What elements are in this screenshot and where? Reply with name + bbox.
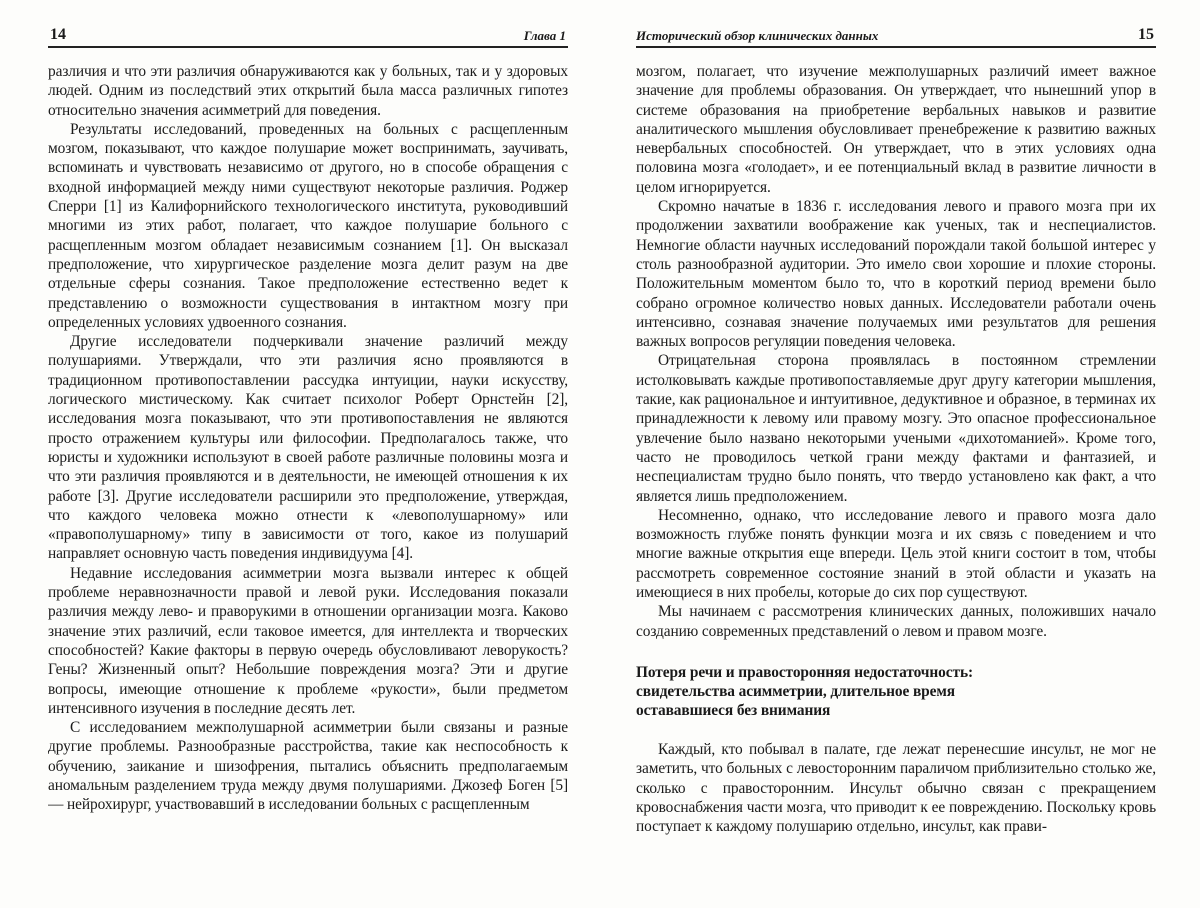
paragraph: различия и что эти различия обнаруживаются как у больных, так и у здоровых людей. Одним из последствий этих открытий была масса различных гипотез относительно значения асимметрий для поведения. [48,63,568,119]
paragraph: Каждый, кто побывал в палате, где лежат перенесшие инсульт, не мог не заметить, что больных с левосторонним параличом приблизительно столько же, сколько с правосторонним. Инсульт обычно связан с прекращением кровоснабжения части мозга, что приводит к ее повреждению. Поскольку кровь поступает к каждому полушарию отдельно, инсульт, как прави- [636,740,1156,836]
right-page-number: 15 [1138,26,1154,43]
paragraph: Недавние исследования асимметрии мозга вызвали интерес к общей проблеме неравнозначности правой и левой руки. Исследования показали различия между лево- и праворукими в отношении организации мозга. Каково значение этих различий, если таковое имеется, для интеллекта и творческих способностей? Какие факторы в первую очередь обусловливают леворукость? Гены? Жизненный опыт? Небольшие повреждения мозга? Эти и другие вопросы, имеющие отношение к проблеме «рукости», были предметом интенсивного изучения в последние десять лет. [48,564,568,717]
right-body-text [636,62,1156,836]
paragraph: Результаты исследований, проведенных на больных с расщепленным мозгом, показывают, что каждое полушарие может воспринимать, заучивать, вспоминать и чувствовать независимо от другого, но в способе обращения с входной информацией между ними существуют некоторые различия. Роджер Сперри [1] из Калифорнийского технологического института, руководивший многими из этих работ, полагает, что каждое полушарие больного с расщепленным мозгом обладает независимым сознанием [1]. Он высказал предположение, что хирургическое разделение мозга делит разум на две отдельные сферы сознания. Такое предположение естественно ведет к представлению о возможности существования в интактном мозгу при определенных условиях удвоенного сознания. [48,120,568,331]
left-body-text [48,62,568,815]
paragraph: С исследованием межполушарной асимметрии были связаны и разные другие проблемы. Разнообразные расстройства, такие как неспособность к обучению, заикание и шизофрения, пытались объяснить предполагаемым аномальным разделением труда между двумя полушариями. Джозеф Боген [5] — нейрохирург, участвовавший в исследовании больных с расщепленным [48,719,568,814]
left-running-head [48,24,568,48]
paragraph: Мы начинаем с рассмотрения клинических данных, положивших начало созданию современных представлений о левом и правом мозге. [636,603,1156,640]
left-page-number: 14 [50,26,66,43]
paragraph: Другие исследователи подчеркивали значение различий между полушариями. Утверждали, что эти различия ясно проявляются в традиционном противопоставлении рассудка интуиции, науки искусству, логического мистическому. Как считает психолог Роберт Орнстейн [2], исследования мозга показывают, что эти противопоставления не являются просто отражением культуры или философии. Предполагалось также, что юристы и художники используют в своей работе различные половины мозга и что эти различия проявляются и в деятельности, не имеющей отношения к их работе [3]. Другие исследователи расширили это предположение, утверждая, что каждого человека можно отнести к «левополушарному» или «правополушарному» типу в зависимости от того, какое из полушарий направляет основную часть поведения индивидуума [4]. [48,333,568,563]
paragraph: мозгом, полагает, что изучение межполушарных различий имеет важное значение для проблемы образования. Он утверждает, что нынешний упор в системе образования на приобретение вербальных навыков и развитие аналитического мышления обусловливает пренебрежение к развитию важных невербальных способностей. Он утверждает, что в этих условиях одна половина мозга «голодает», и ее потенциальный вклад в развитие личности в целом игнорируется. [636,63,1156,196]
left-page [48,24,568,898]
paragraph: Отрицательная сторона проявлялась в постоянном стремлении истолковывать каждые противопоставляемые друг другу категории мышления, такие, как рациональное и интуитивное, дедуктивное и образное, в терминах их принадлежности к левому или правому мозгу. Это опасное профессиональное увлечение было названо некоторыми учеными «дихотоманией». Кроме того, часто не проводилось четкой грани между фактами и фантазией, и неспециалистам трудно было понять, что твердо установлено как факт, а что является лишь предположением. [636,352,1156,505]
paragraph: Скромно начатые в 1836 г. исследования левого и правого мозга при их продолжении захватили воображение как ученых, так и неспециалистов. Немногие области научных исследований порождали такой большой интерес у столь разнообразной аудитории. Это имело свои хорошие и плохие стороны. Положительным моментом было то, что в короткий период времени было собрано огромное количество новых данных. Исследователи работали очень интенсивно, сознавая значение получаемых ими результатов для решения важных вопросов регуляции поведения человека. [636,198,1156,351]
left-running-title: Глава 1 [523,28,566,43]
paragraph: Несомненно, однако, что исследование левого и правого мозга дало возможность глубже понять функции мозга и их связь с поведением и что многие важные открытия еще впереди. Цель этой книги состоит в том, чтобы рассмотреть современное состояние знаний в этой области и указать на имеющиеся в них пробелы, которые до сих пор существуют. [636,506,1156,602]
right-running-head [636,24,1156,48]
section-heading: Потеря речи и правосторонняя недостаточность: свидетельства асимметрии, длительное время остававшиеся без внимания [636,663,974,719]
right-running-title: Исторический обзор клинических данных [636,28,879,43]
right-page [636,24,1156,898]
